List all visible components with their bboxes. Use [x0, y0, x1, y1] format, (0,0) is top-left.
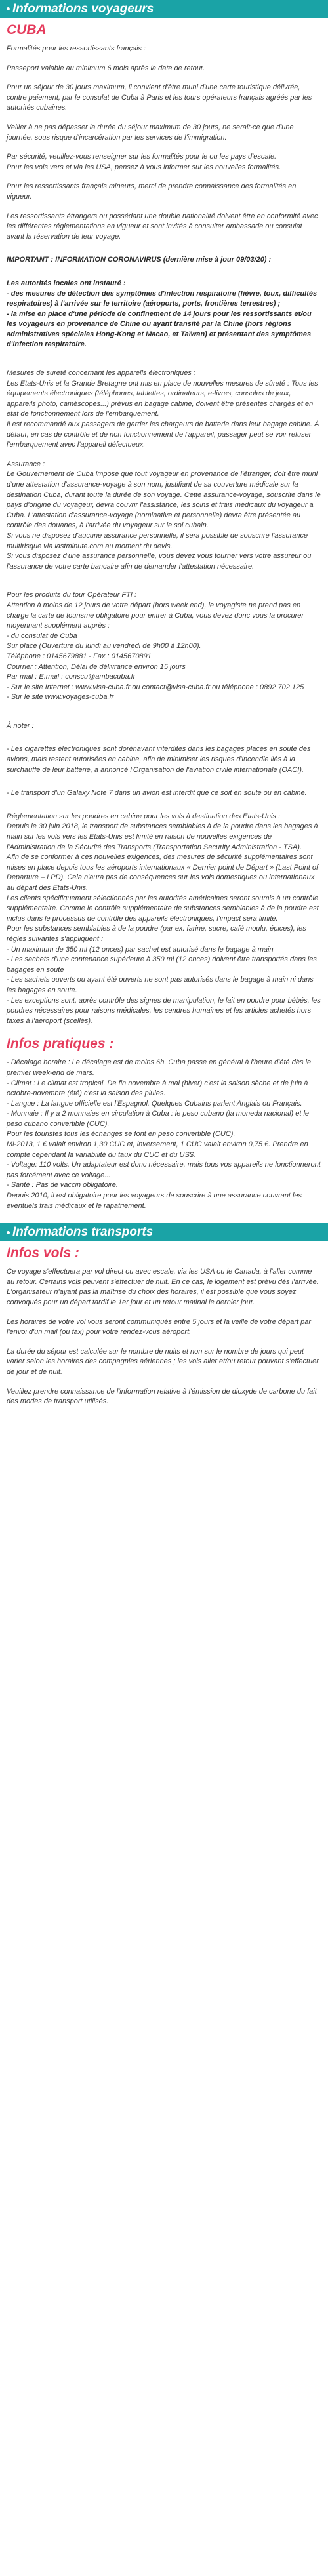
- bullet-icon: [7, 1231, 10, 1234]
- paragraph-formalites: Formalités pour les ressortissants français :: [7, 45, 146, 52]
- paragraph-infos-pratiques: - Décalage horaire : Le décalage est de moins 6h. Cuba passe en général à l'heure d'été dès le premier week-end de mars. - Climat : Le climat est tropical. De fin novembre à mai (hiver) c'est la saison sèche et de juin à octobre-novembre (été) c'est la saison des pluies. - Langue : La langue officielle est l'Espagnol. Quelques Cubains parlent Anglais ou Français. - Monnaie : Il y a 2 monnaies en circulation à Cuba : le peso cubano (la moneda nacional) et le peso cubano convertible (CUC). Pour les touristes tous les échanges se font en peso convertible (CUC). Mi-2013, 1 € valait environ 1,30 CUC et, inversement, 1 CUC valait environ 0,75 €. Prendre en compte cependant la variabilité du taux du CUC et du US$. - Voltage: 110 volts. Un adaptateur est donc nécessaire, mais tous vos appareils ne fonctionneront pas forcément avec ce voltage... - Santé : Pas de vaccin obligatoire. Depuis 2010, il est obligatoire pour les voyageurs de souscrire à une assurance couvrant les éventuels frais médicaux et le rapatriement.: [7, 1058, 321, 1210]
- paragraph-double-nationalite: Les ressortissants étrangers ou possédant une double nationalité doivent être en conformité avec les différentes réglementations en vigueur et sont invités à consulter ambassade ou consulat avant la réservation de leur voyage.: [7, 212, 318, 241]
- practical-info-title: Infos pratiques :: [7, 1036, 114, 1052]
- section-informations-transports: [0, 1241, 328, 1407]
- paragraph-cigarettes: - Les cigarettes électroniques sont dorénavant interdites dans les bagages placés en soute des avions, mais restent autorisées en cabine, afin de minimiser les risques d'incendie liés à la surchauffe de leur batterie, a annoncé l'Organisation de l'aviation civile internationale (OACI).: [7, 745, 311, 774]
- paragraph-duree: La durée du séjour est calculée sur le nombre de nuits et non sur le nombre de jours qui peut varier selon les horaires des compagnies aériennes ; les vols aller et/ou retour pouvant s'effectuer de jour et de nuit.: [7, 1347, 319, 1376]
- paragraph-fti: Pour les produits du tour Opérateur FTI : Attention à moins de 12 jours de votre départ (hors week end), le voyagiste ne prend pas en charge la carte de tourisme obligatoire pour entrer à Cuba, vous devez donc vous la procurer moyennant supplément auprès : - du consulat de Cuba Sur place (Ouverture du lundi au vendredi de 9h00 à 12h00). Téléphone : 0145679881 - Fax : 0145670891 Courrier : Attention, Délai de délivrance environ 15 jours Par mail : E.mail : conscu@ambacuba.fr - Sur le site Internet : www.visa-cuba.fr ou contact@visa-cuba.fr ou téléphone : 0892 702 125 - Sur le site www.voyages-cuba.fr: [7, 591, 304, 702]
- flights-title: Infos vols :: [7, 1245, 79, 1261]
- paragraph-galaxy-note: - Le transport d'un Galaxy Note 7 dans un avion est interdit que ce soit en soute ou en cabine.: [7, 789, 307, 797]
- section-header-label: Informations voyageurs: [12, 2, 154, 16]
- section-header-informations-transports: [0, 1223, 328, 1241]
- paragraph-coronavirus-mesures: Les autorités locales ont instauré : - des mesures de détection des symptômes d'infection respiratoire (fièvre, toux, difficultés respiratoires) à l'arrivée sur le territoire (aéroports, ports, frontières terrestres) ; - la mise en place d'une période de confinement de 14 jours pour les ressortissants et/ou les voyageurs en provenance de Chine ou ayant transité par la Chine (hors régions administratives spéciales Hong-Kong et Macao, et Taïwan) et présentant des symptômes d'infection respiratoire.: [7, 279, 318, 349]
- country-title: CUBA: [7, 22, 47, 37]
- paragraph-duree-sejour: Veiller à ne pas dépasser la durée du séjour maximum de 30 jours, ne serait-ce que d'une journée, sous risque d'incarcération par les services de l'immigration.: [7, 123, 294, 142]
- paragraph-escale: Par sécurité, veuillez-vous renseigner sur les formalités pour le ou les pays d'escale. Pour les vols vers et via les USA, pensez à vous informer sur les nouvelles formalités.: [7, 153, 281, 171]
- bullet-icon: [7, 7, 10, 10]
- paragraph-appareils-electroniques: Mesures de sureté concernant les appareils électroniques : Les Etats-Unis et la Grande Bretagne ont mis en place de nouvelles mesures de sûreté : Tous les équipements électroniques (téléphones, tablettes, ordinateurs, e-livres, consoles de jeux, appareils photo, caméscopes...) prévus en bagage cabine, doivent être présentés chargés et en état de fonctionnement lors de l'embarquement. Il est recommandé aux passagers de garder les chargeurs de batterie dans leur bagage cabine. À défaut, en cas de contrôle et de non fonctionnement de l'appareil, passager peut se voir refuser l'embarquement avec l'appareil défectueux.: [7, 369, 319, 449]
- paragraph-coronavirus-title: IMPORTANT : INFORMATION CORONAVIRUS (dernière mise à jour 09/03/20) :: [7, 256, 272, 264]
- section-informations-voyageurs: [0, 18, 328, 1211]
- paragraph-horaires: Les horaires de votre vol vous seront communiqués entre 5 jours et la veille de votre départ par l'envoi d'un mail (ou fax) pour votre rendez-vous aéroport.: [7, 1318, 312, 1337]
- section-header-informations-voyageurs: [0, 0, 328, 18]
- paragraph-carte-touristique: Pour un séjour de 30 jours maximum, il convient d'être muni d'une carte touristique délivrée, contre paiement, par le consulat de Cuba à Paris et les tours opérateurs français agréés par les autorités cubaines.: [7, 83, 312, 112]
- paragraph-a-noter: À noter :: [7, 721, 34, 730]
- paragraph-passeport: Passeport valable au minimum 6 mois après la date de retour.: [7, 64, 205, 72]
- paragraph-mineurs: Pour les ressortissants français mineurs, merci de prendre connaissance des formalités en vigueur.: [7, 182, 297, 201]
- section-header-label: Informations transports: [12, 1225, 154, 1239]
- paragraph-poudres: Réglementation sur les poudres en cabine pour les vols à destination des Etats-Unis : Depuis le 30 juin 2018, le transport de substances semblables à de la poudre dans les bagages à main sur les vols vers les Etats-Unis est limité en raison de nouvelles exigences de l'Administration de la Sécurité des Transports (Transportation Security Administration - TSA). Afin de se conformer à ces nouvelles exigences, des mesures de sécurité supplémentaires sont mises en place depuis tous les aéroports internationaux « Dernier point de Départ » (Last Point of Departure – LPD). Cela n'aura pas de conséquences sur les vols domestiques ou internationaux au départ des Etats-Unis. Les clients spécifiquement sélectionnés par les autorités américaines seront soumis à un contrôle supplémentaire. Comme le contrôle supplémentaire de substances semblables à de la poudre est inclus dans le processus de contrôle des appareils électroniques, l'impact sera limité. Pour les substances semblables à de la poudre (par ex. farine, sucre, café moulu, épices), les règles suivantes s'appliquent : - Un maximum de 350 ml (12 onces) par sachet est autorisé dans le bagage à main - Les sachets d'une contenance supérieure à 350 ml (12 onces) doivent être transportés dans les bagages en soute - Les sachets ouverts ou ayant été ouverts ne sont pas autorisés dans le bagage à main ni dans les bagages en soute. - Les exceptions sont, après contrôle des signes de manipulation, le lait en poudre pour bébés, les poudres nécessaires pour raisons médicales, les cendres humaines et les articles achetés hors taxes à l'aéroport (scellés).: [7, 812, 321, 1025]
- paragraph-assurance: Assurance : Le Gouvernement de Cuba impose que tout voyageur en provenance de l'étranger, doit être muni d'une attestation d'assurance-voyage à son nom, justifiant de sa couverture médicale sur la destination Cuba, durant toute la durée de son voyage. Cette assurance-voyage, souscrite dans le pays d'origine du voyageur, devra couvrir l'assistance, les soins et frais médicaux du voyageur à Cuba. L'attestation d'assurance-voyage (nominative et personnelle) devra être présentée au contrôle des douanes, à l'arrivée du voyageur sur le sol cubain. Si vous ne disposez d'aucune assurance personnelle, il sera possible de souscrire l'assurance multirisque via lastminute.com au moment du devis. Si vous disposez d'une assurance personnelle, vous devez vous tourner vers votre assureur ou l'assurance de votre carte bancaire afin de demander l'attestation nécessaire.: [7, 460, 321, 571]
- paragraph-vols: Ce voyage s'effectuera par vol direct ou avec escale, via les USA ou le Canada, à l'aller comme au retour. Certains vols peuvent s'effectuer de nuit. En ce cas, le logement est prévu dès l'arrivée. L'organisateur n'ayant pas la maîtrise du choix des horaires, il est possible que vous soyez convoqués pour un départ tardif le 1er jour et un retour matinal le dernier jour.: [7, 1268, 319, 1306]
- paragraph-co2: Veuillez prendre connaissance de l'information relative à l'émission de dioxyde de carbone du fait des modes de transport utilisés.: [7, 1387, 317, 1406]
